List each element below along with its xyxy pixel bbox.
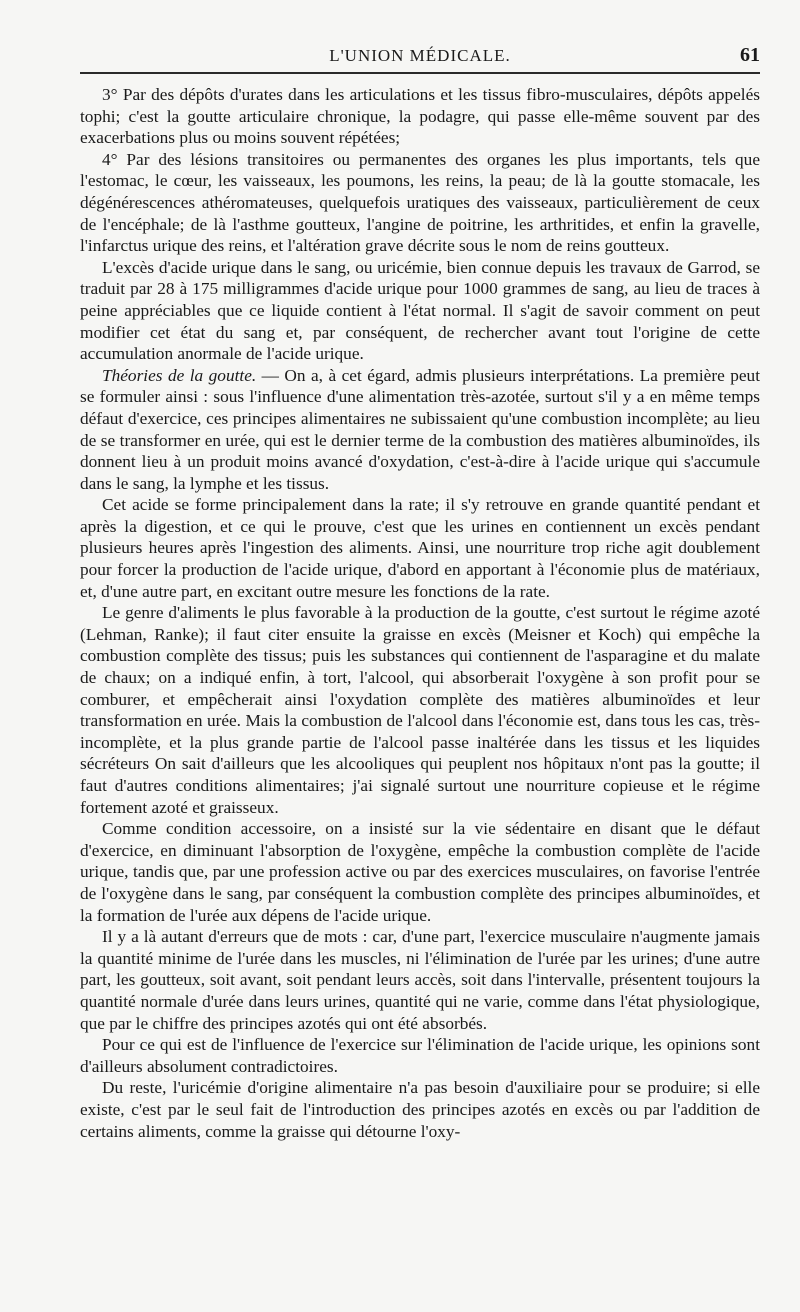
- section-paragraph: [80, 365, 760, 495]
- paragraph: Comme condition accessoire, on a insisté sur la vie sédentaire en disant que le défaut d'exercice, en diminuant l'absorption de l'oxygène, empêche la combustion complète de l'acide urique, tandis que, par une profession active ou par des exercices musculaires, on favorise l'entrée de l'oxygène dans le sang, par conséquent la combustion complète des principes albuminoïdes, et la formation de l'urée aux dépens de l'acide urique.: [80, 819, 760, 925]
- paragraph: Pour ce qui est de l'influence de l'exercice sur l'élimination de l'acide urique, les opinions sont d'ailleurs absolument contradictoires.: [80, 1035, 760, 1076]
- paragraph: 3° Par des dépôts d'urates dans les articulations et les tissus fibro-musculaires, dépôts appelés tophi; c'est la goutte articulaire chronique, la podagre, qui passe elle-même souvent par des exacerbations plus ou moins souvent répétées;: [80, 85, 760, 148]
- section-text: — On a, à cet égard, admis plusieurs interprétations. La première peut se formuler ainsi : sous l'influence d'une alimentation très-azotée, surtout s'il y a en même temps défaut d'exercice, ces principes alimentaires ne subissaient qu'une combustion incomplète; au lieu de se transformer en urée, qui est le dernier terme de la combustion des matières albuminoïdes, ils donnent lieu à un produit moins avancé d'oxydation, c'est-à-dire à l'acide urique qui s'accumule dans le sang, la lymphe et les tissus.: [80, 365, 760, 493]
- section-title: Théories de la goutte.: [102, 365, 257, 385]
- page-header: [80, 46, 760, 74]
- paragraph: Du reste, l'uricémie d'origine alimentaire n'a pas besoin d'auxiliaire pour se produire; si elle existe, c'est par le seul fait de l'introduction des principes azotés en excès ou par l'addition de certains aliments, comme la graisse qui détourne l'oxy-: [80, 1078, 760, 1141]
- paragraph: 4° Par des lésions transitoires ou permanentes des organes les plus importants, tels que l'estomac, le cœur, les vaisseaux, les poumons, les reins, la peau; de là la goutte stomacale, les dégénérescences athéromateuses, quelquefois uratiques des vaisseaux, particulièrement de ceux de l'encéphale; de là l'asthme goutteux, l'angine de poitrine, les arthritides, et enfin la gravelle, l'infarctus urique des reins, et l'altération grave décrite sous le nom de reins goutteux.: [80, 149, 760, 256]
- paragraph: Il y a là autant d'erreurs que de mots : car, d'une part, l'exercice musculaire n'augmente jamais la quantité minime de l'urée dans les muscles, ni l'élimination de l'urée par les urines; d'une autre part, les goutteux, soit avant, soit pendant leurs accès, soit dans l'intervalle, présentent toujours la quantité normale d'urée dans leurs urines, quantité qui ne varie, comme dans l'état physiologique, que par le chiffre des principes azotés qui ont été absorbés.: [80, 927, 760, 1033]
- paragraph: Cet acide se forme principalement dans la rate; il s'y retrouve en grande quantité pendant et après la digestion, et ce qui le prouve, c'est que les urines en contiennent un excès pendant plusieurs heures après l'ingestion des aliments. Ainsi, une nourriture trop riche agit doublement pour forcer la production de l'acide urique, d'abord en apportant à l'économie plus de matériaux, et, d'une autre part, en excitant outre mesure les fonctions de la rate.: [80, 495, 760, 601]
- paragraph: L'excès d'acide urique dans le sang, ou uricémie, bien connue depuis les travaux de Garrod, se traduit par 28 à 175 milligrammes d'acide urique pour 1000 grammes de sang, au lieu de traces à peine appréciables que ce liquide contient à l'état normal. Il s'agit de savoir comment on peut modifier cet état du sang et, par conséquent, de rechercher avant tout l'origine de cette accumulation anormale de l'acide urique.: [80, 257, 760, 364]
- body-text: [80, 84, 760, 1142]
- running-title: L'UNION MÉDICALE.: [329, 46, 511, 65]
- page-number: 61: [740, 44, 760, 66]
- paragraph: Le genre d'aliments le plus favorable à la production de la goutte, c'est surtout le régime azoté (Lehman, Ranke); il faut citer ensuite la graisse en excès (Meisner et Koch) qui empêche la combustion complète des tissus; puis les substances qui contiennent de l'asparagine et du malate de chaux; on a indiqué enfin, à tort, l'alcool, qui absorberait l'oxygène à son profit pour se comburer, et empêcherait ainsi l'oxydation complète des matières albuminoïdes et leur transformation en urée. Mais la combustion de l'alcool dans l'économie est, dans tous les cas, très-incomplète, et la plus grande partie de l'alcool passe inaltérée dans les tissus et les liquides sécréteurs On sait d'ailleurs que les alcooliques qui peuplent nos hôpitaux n'ont pas la goutte; il faut d'autres conditions alimentaires; j'ai signalé surtout une nourriture copieuse et le régime fortement azoté et graisseux.: [80, 603, 760, 817]
